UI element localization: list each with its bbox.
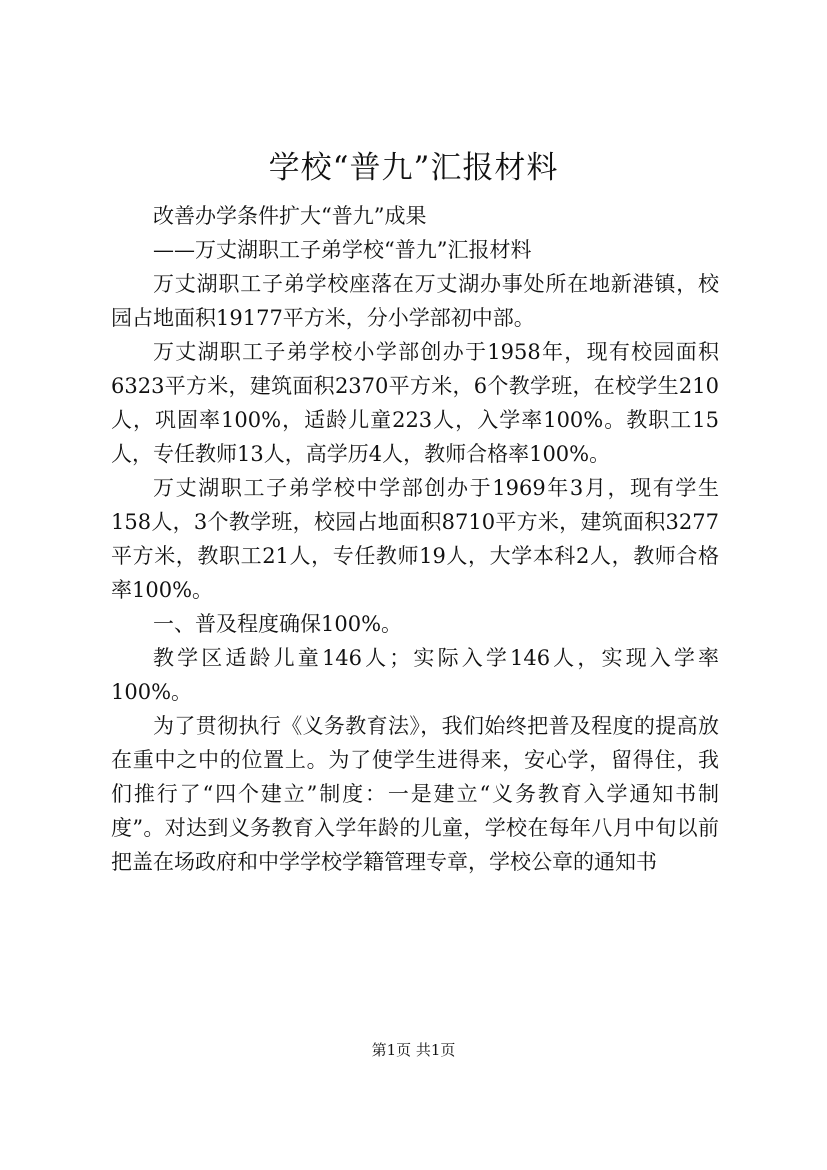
document-title: 学校“普九”汇报材料 (268, 150, 559, 186)
page-footer: 第1页 共1页 (371, 1041, 456, 1059)
paragraph-policy: 为了贯彻执行《义务教育法》，我们始终把普及程度的提高放在重中之中的位置上。为了使学生进得来，安心学，留得住，我们推行了“四个建立”制度：一是建立“义务教育入学通知书制度”。对达到义务教育入学年龄的儿童，学校在每年八月中旬以前把盖在场政府和中学学校学籍管理专章，学校公章的通知书 (111, 714, 719, 874)
section-heading-enrollment: 一、普及程度确保100%。 (153, 612, 403, 636)
subtitle-source: ——万丈湖职工子弟学校“普九”汇报材料 (153, 238, 532, 262)
paragraph-school-overview: 万丈湖职工子弟学校座落在万丈湖办事处所在地新港镇，校园占地面积19177平方米，分小学部初中部。 (111, 272, 719, 330)
paragraph-enrollment-stats: 教学区适龄儿童146人；实际入学146人，实现入学率100%。 (111, 646, 719, 704)
paragraph-primary-section: 万丈湖职工子弟学校小学部创办于1958年，现有校园面积6323平方米，建筑面积2370平方米，6个教学班，在校学生210人，巩固率100%，适龄儿童223人，入学率100%。教职工15人，专任教师13人，高学历4人，教师合格率100%。 (111, 340, 719, 466)
paragraph-middle-section: 万丈湖职工子弟学校中学部创办于1969年3月，现有学生158人，3个教学班，校园占地面积8710平方米，建筑面积3277平方米，教职工21人，专任教师19人，大学本科2人，教师合格率100%。 (111, 476, 719, 602)
subtitle: 改善办学条件扩大“普九”成果 (153, 204, 427, 228)
document-body (111, 199, 719, 879)
